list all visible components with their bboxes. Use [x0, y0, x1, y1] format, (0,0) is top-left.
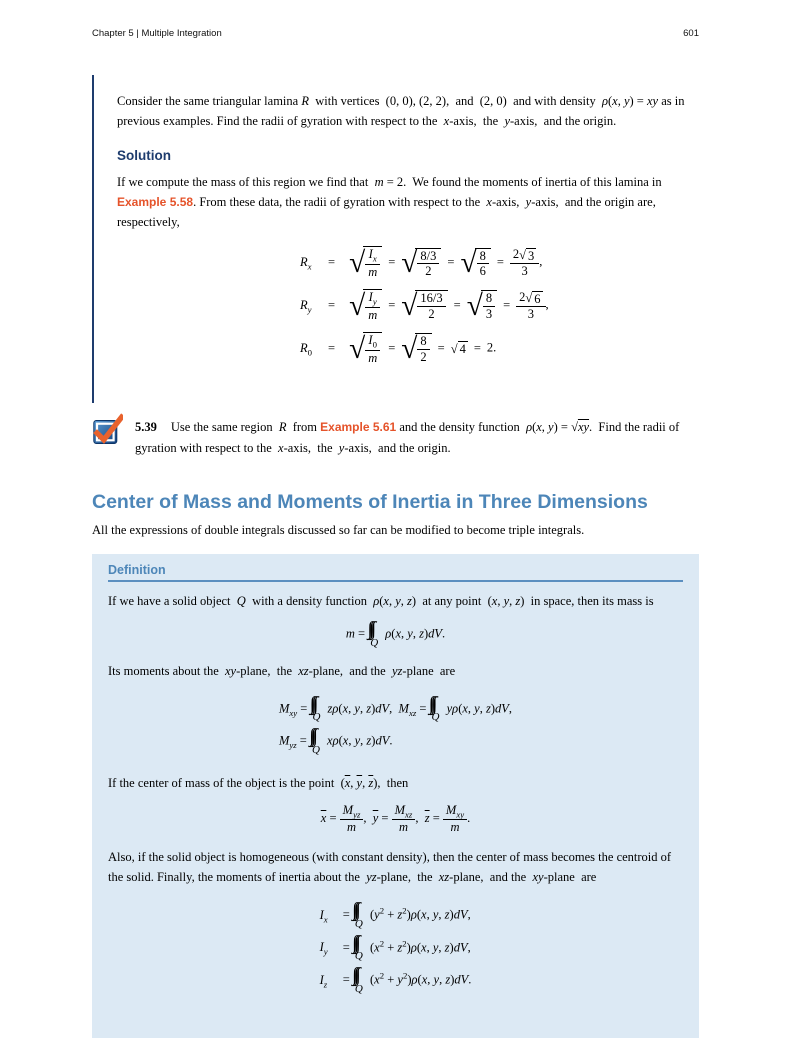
page-number: 601: [683, 28, 699, 39]
definition-box: [92, 554, 699, 1038]
section-intro-paragraph: All the expressions of double integrals discussed so far can be modified to become triple integrals.: [92, 522, 585, 537]
example-5-58-link[interactable]: Example 5.58: [117, 194, 194, 209]
definition-paragraph-center: If the center of mass of the object is the point ($\overline{x}$, $\overline{y}$, $\overline{z}$), then: [108, 775, 409, 790]
definition-paragraph-moments: Its moments about the xy-plane, the xz-plane, and the yz-plane are: [108, 663, 456, 678]
page-header: [92, 28, 699, 39]
example-5-61-link[interactable]: Example 5.61: [320, 420, 397, 435]
equations-moments: [108, 691, 683, 761]
equation-mxy-mxz: $M_{xy}$ = Q zρ(x, y, z)dV, $M_{xz}$ = Q yρ(x, y, z)dV,: [278, 701, 513, 724]
solution-heading: Solution: [117, 147, 171, 163]
equation-center-of-mass: $\overline{x}$ = $M_{yz}$ m , $\overline{y}$ = $M_{xz}$ m , $\overline{z}$ = $M_{xy}$ m .: [320, 802, 471, 835]
definition-paragraph-inertia: Also, if the solid object is homogeneous (with constant density), then the center of mass becomes the centroid of the solid. Finally, the moments of inertia about the yz-plane, the xz-plane, and the xy-plane are: [108, 849, 672, 885]
checkpoint-checkbox-icon: [93, 413, 123, 458]
solution-paragraph: If we compute the mass of this region we find that m = 2. We found the moments of inertia of this lamina in Example 5.58. From these data, the radii of gyration with respect to the x-axis, y-axis, and the origin are, respectively,: [117, 174, 662, 230]
chapter-title: Chapter 5 | Multiple Integration: [92, 28, 222, 39]
equation-mass: m = Q ρ(x, y, z)dV.: [345, 626, 446, 649]
checkpoint-number: 5.39: [135, 420, 157, 435]
equation-myz: $M_{yz}$ = Q xρ(x, y, z)dV.: [278, 733, 393, 756]
equation-ry: $R_y$ = √ $\frac{I_y}{m}$ = √ $\frac{16/3}{2}$ = √ $\frac{8}{3}$ = 2 √ 6 3 ,: [300, 289, 549, 322]
equation-iz: $I_z$ = Q $(x^2 + y^2)\rho(x$, y, z)dV.: [319, 970, 472, 995]
equation-rx: $R_x$ = √ $\frac{I_x}{m}$ = √ $\frac{8/3}{2}$ = √ $\frac{8}{6}$ = 2 √ 3 3 ,: [300, 246, 543, 279]
checkpoint-block: [92, 417, 699, 458]
definition-heading: Definition: [108, 562, 166, 577]
definition-paragraph-mass: If we have a solid object Q with a density function ρ(x, y, z) at any point (x, y, z) in space, then its mass is: [108, 593, 654, 608]
checkpoint-text: 5.39 Use the same region R from Example 5.61 and the density function ρ(x, y) = √xy. Find the radii of gyration with respect to the x-axis, the y-axis, and the origin.: [135, 420, 680, 455]
example-continuation-block: [92, 75, 699, 403]
equations-inertia: [108, 897, 683, 999]
equation-iy: $I_y$ = Q $(x^2 + z^2)\rho(x$, y, z)dV,: [319, 938, 471, 963]
section-title: Center of Mass and Moments of Inertia in Three Dimensions: [92, 490, 648, 513]
example-intro-paragraph: Consider the same triangular lamina R with vertices (0, 0), (2, 2), and (2, 0) and with density ρ(x, y) = xy as in previous examples. Find the radii of gyration with respect to the x-axis, the y-axis, and the origin.: [117, 94, 685, 129]
equation-r0: $R_0$ = √ $\frac{I_0}{m}$ = √ $\frac{8}{2}$ = √ 4 = 2.: [300, 332, 497, 365]
solution-equations: [300, 246, 699, 365]
equation-ix: $I_x$ = Q $(y^2 + z^2)\rho(x$, y, z)dV,: [319, 905, 471, 930]
definition-rule: [108, 580, 683, 582]
